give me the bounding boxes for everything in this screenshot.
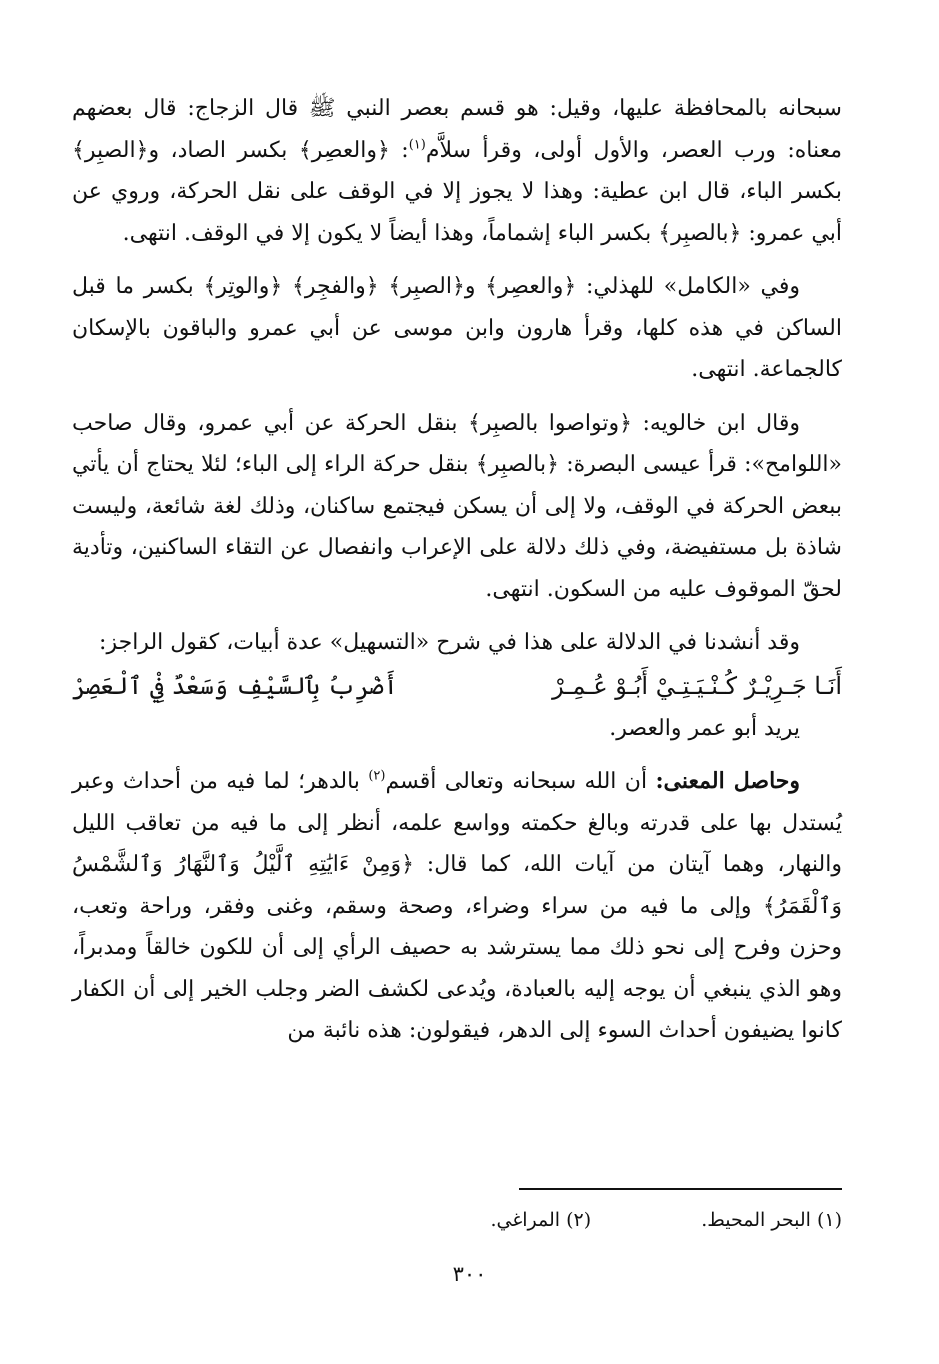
main-text bbox=[72, 88, 842, 1064]
paragraph-2: وفي «الكامل» للهذلي: ﴿والعصِر﴾ و﴿الصبِر﴾ ﴿والفجِر﴾ ﴿والوتِر﴾ بكسر ما قبل الساكن في هذه كلها، وقرأ هارون وابن موسى عن أبي عمرو والباقون بالإسكان كالجماعة. انتهى. bbox=[72, 274, 842, 382]
paragraph-1-text: سبحانه بالمحافظة عليها، وقيل: هو قسم بعصر النبي ﷺ قال الزجاج: قال بعضهم معناه: ورب العصر، والأول أولى، وقرأ سلاَّم bbox=[72, 96, 843, 163]
footnote-divider bbox=[519, 1188, 842, 1190]
paragraph-1-text-continued: : ﴿والعصِر﴾ بكسر الصاد، و﴿الصبِر﴾ بكسر الباء، قال ابن عطية: وهذا لا يجوز إلا في الوقف على نقل الحركة، وروي عن أبي عمرو: ﴿بالصبِر﴾ بكسر الباء إشماماً، وهذا أيضاً لا يكون إلا في الوقف. انتهى. bbox=[72, 137, 842, 246]
footnote-ref-2: (٢) bbox=[368, 768, 386, 784]
summary-text: أن الله سبحانه وتعالى أقسم bbox=[385, 769, 656, 794]
verse-explanation: يريد أبو عمر والعصر. bbox=[609, 715, 800, 741]
summary-paragraph bbox=[72, 761, 842, 1052]
poetry-verse bbox=[72, 664, 842, 708]
footnote-1: (١) البحر المحيط. bbox=[701, 1209, 842, 1231]
paragraph-4: وقد أنشدنا في الدلالة على هذا في شرح «التسهيل» عدة أبيات، كقول الراجز: bbox=[99, 630, 800, 655]
summary-heading: وحاصل المعنى: bbox=[655, 768, 800, 794]
paragraph-1 bbox=[72, 88, 842, 254]
paragraph-3: وقال ابن خالويه: ﴿وتواصوا بالصبِر﴾ بنقل الحركة عن أبي عمرو، وقال صاحب «اللوامح»: قرأ عيسى البصرة: ﴿بالصبِر﴾ بنقل حركة الراء إلى الباء؛ لئلا يحتاج أن يأتي ببعض الحركة في الوقف، ولا إلى أن يسكن فيجتمع ساكنان، وذلك لغة شائعة، وليست شاذة بل مستفيضة، وفي ذلك دلالة على الإعراب وانفصال عن التقاء الساكنين، وتأدية لحقّ الموقوف عليه من السكون. انتهى. bbox=[72, 410, 842, 602]
page-number: ٣٠٠ bbox=[452, 1262, 487, 1286]
summary-text-continued: بالدهر؛ لما فيه من أحداث وعبر يُستدل بها على قدرته وبالغ حكمته وواسع علمه، أنظر إلى ما فيه من تعاقب الليل والنهار، وهما آيتان من آيات الله، كما قال: ﴿وَمِنْ ءَايَٰتِهِ ٱلَّيْلُ وَٱلنَّهَارُ وَٱلشَّمْسُ وَٱلْقَمَرُ﴾ وإلى ما فيه من سراء وضراء، وصحة وسقم، وغنى وفقر، وراحة وتعب، وحزن وفرح إلى نحو ذلك مما يسترشد به حصيف الرأي إلى أن للكون خالقاً ومدبراً، وهو الذي ينبغي أن يوجه إليه بالعبادة، ويُدعى لكشف الضر وجلب الخير إلى أن الكفار كانوا يضيفون أحداث السوء إلى الدهر، فيقولون: هذه نائبة من bbox=[72, 769, 842, 1043]
footnote-ref-1: (١) bbox=[408, 137, 426, 153]
footnotes bbox=[282, 1205, 842, 1235]
verse-first-hemistich: أَنَـا جَـرِيْـرٌ كُـنْـيَـتِـيْ أَبُـوْ عُـمِـرْ bbox=[552, 671, 842, 700]
verse-second-hemistich: أَضْرِبُ بِٱلسَّيْفِ وَسَعْدٌ فِيْ ٱلْعَصِرْ bbox=[72, 671, 398, 700]
footnote-2: (٢) المراغي. bbox=[490, 1209, 592, 1231]
